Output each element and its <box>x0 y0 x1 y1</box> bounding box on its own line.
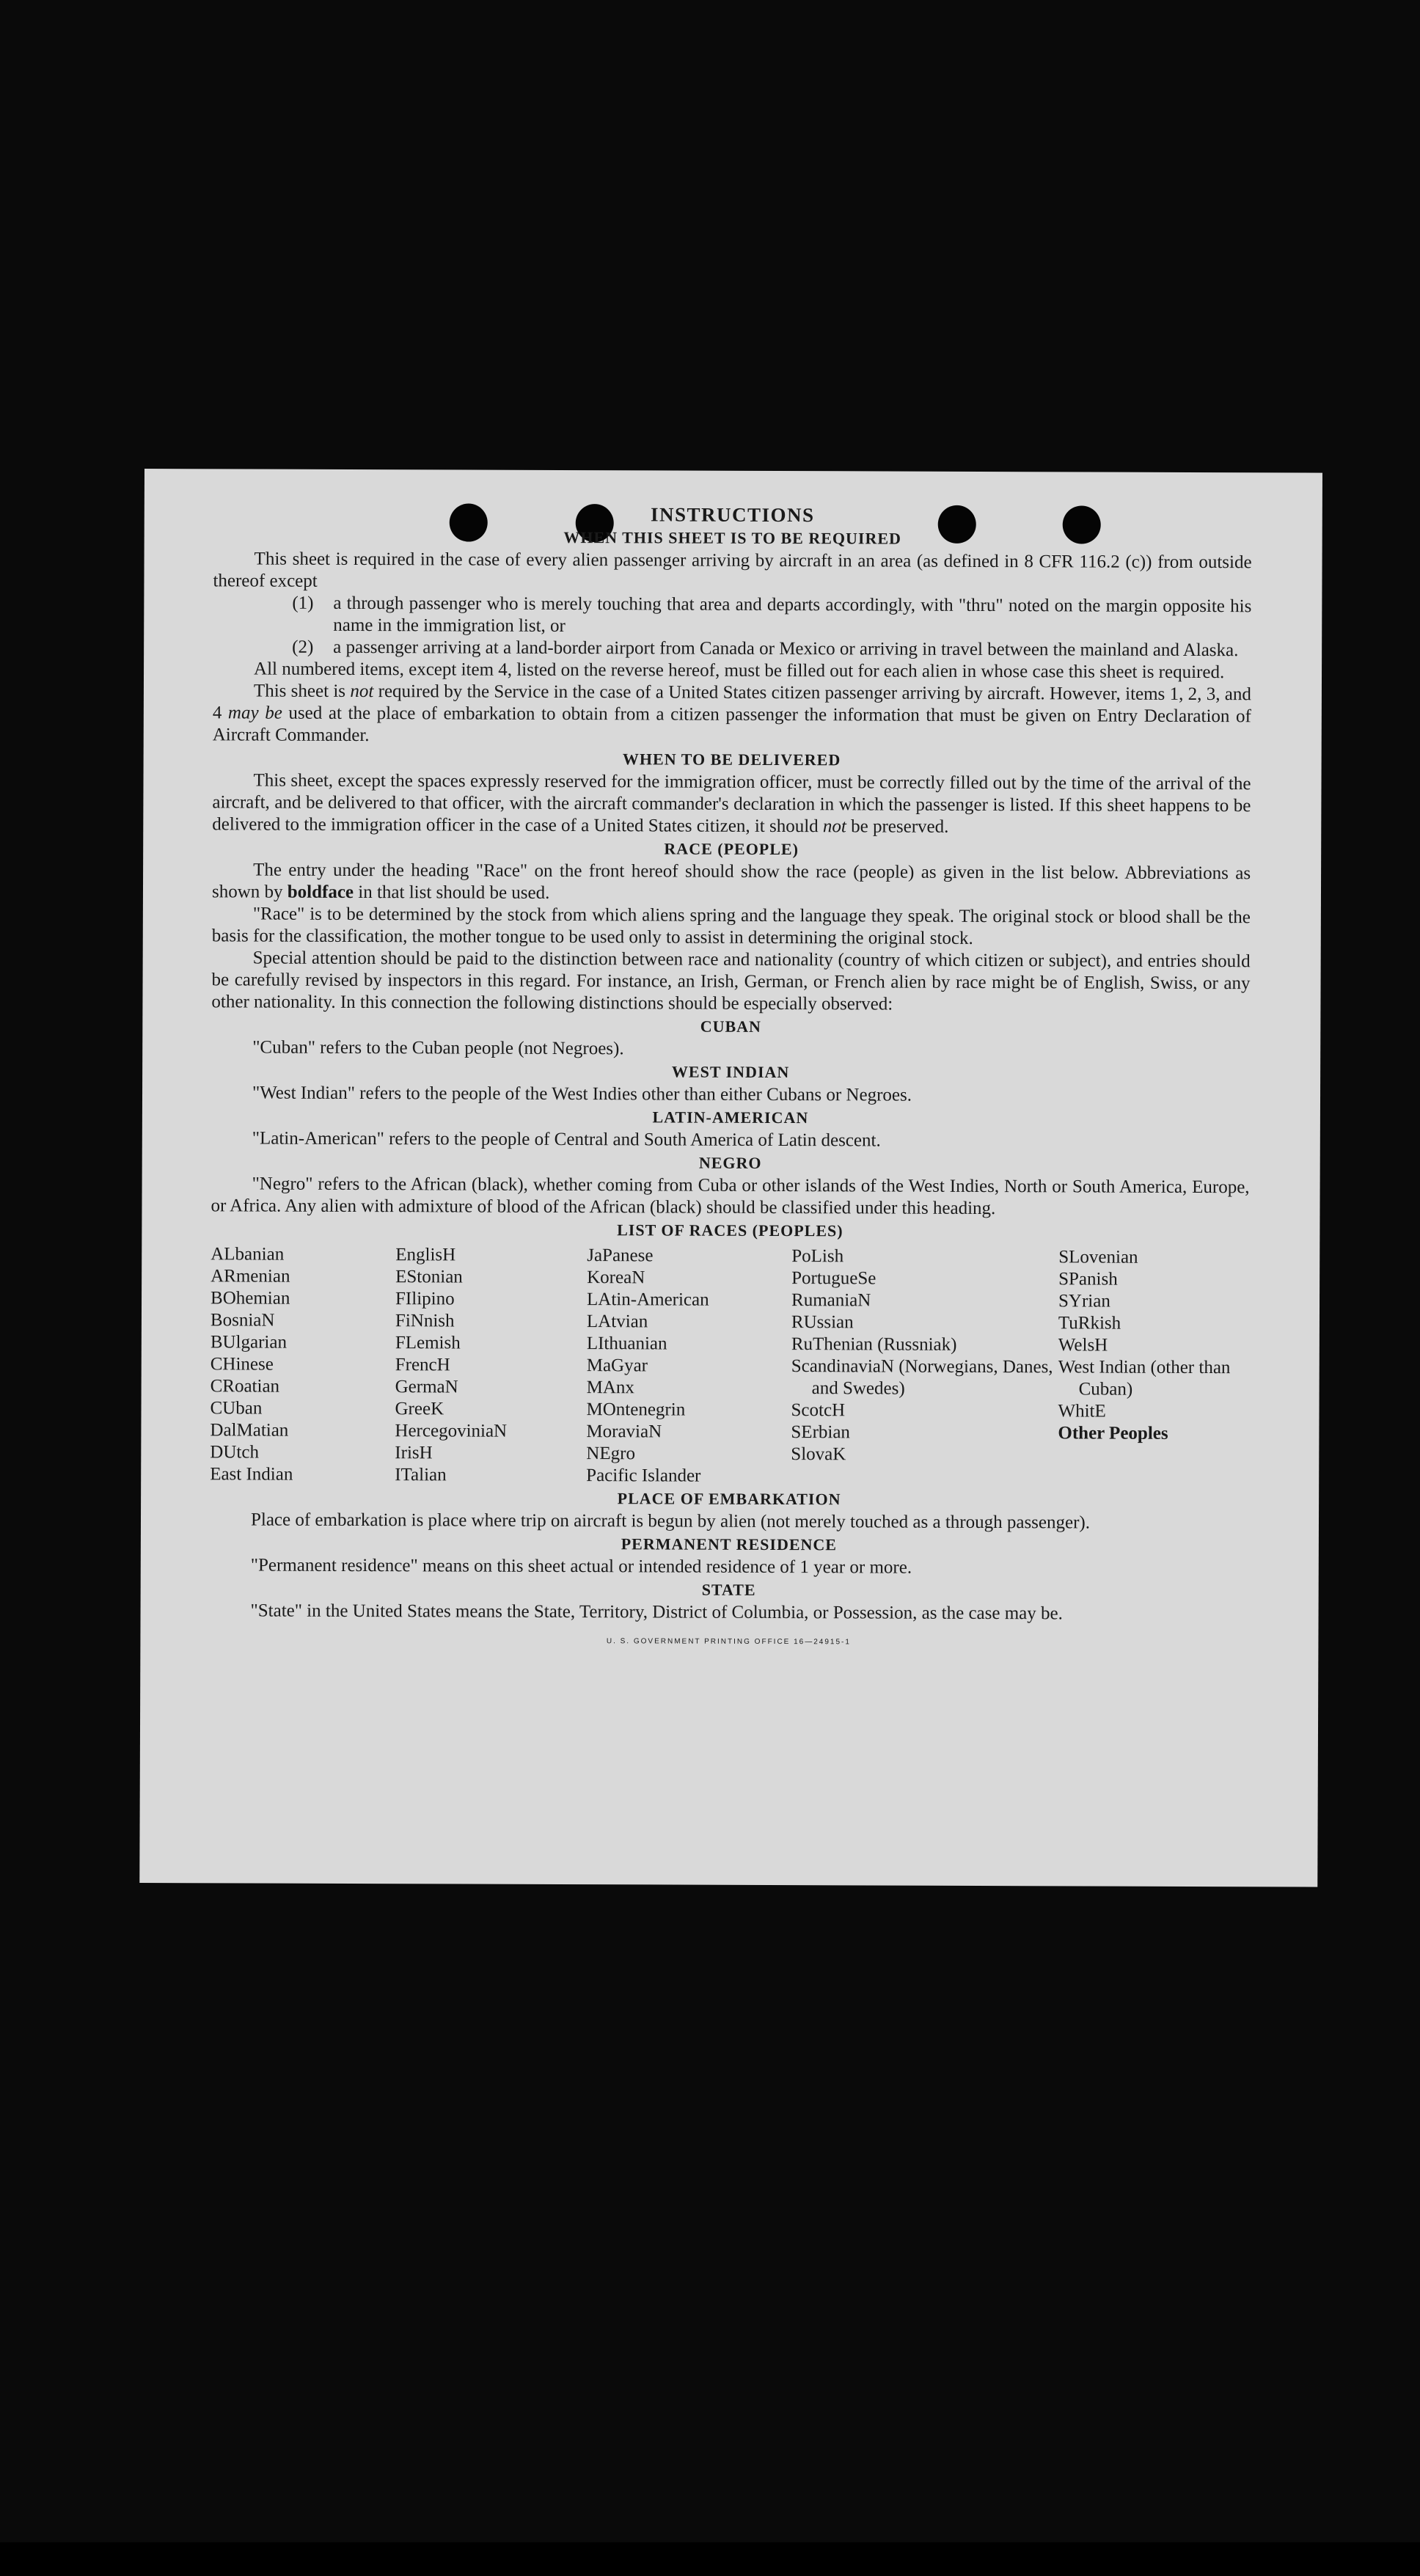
text-run-italic: not <box>822 816 846 837</box>
paragraph: "State" in the United States means the State, Territory, District of Columbia, or Possession, as the case may be. <box>250 1600 1063 1624</box>
race-entry: RumaniaN <box>791 1290 871 1311</box>
page-title: INSTRUCTIONS <box>650 503 815 527</box>
race-entry: BOhemian <box>211 1288 290 1309</box>
race-entry: RuThenian (Russniak) <box>791 1334 957 1355</box>
text-run: This sheet is <box>253 681 351 701</box>
paragraph <box>213 680 1251 750</box>
paragraph: All numbered items, except item 4, listed on the reverse hereof, must be filled out for each alien in whose case this sheet is required. <box>254 659 1225 683</box>
race-entry: MAnx <box>586 1377 634 1398</box>
instruction-sheet <box>139 469 1322 1887</box>
race-entry: FIlipino <box>395 1289 455 1309</box>
race-list <box>210 1243 1249 1489</box>
race-entry: East Indian <box>210 1464 293 1485</box>
race-entry: TuRkish <box>1058 1313 1121 1333</box>
list-item <box>292 593 1251 640</box>
section-heading: WEST INDIAN <box>671 1062 790 1082</box>
paragraph: Special attention should be paid to the distinction between race and nationality (country of which citizen or subject), and entries should be carefully revised by inspectors in this regard. For instance, an Irish, German, or French alien by race might be of English, Swiss, or any other nationality. In this connection the following distinctions should be especially observed: <box>211 948 1251 1014</box>
race-entry: Pacific Islander <box>586 1466 701 1486</box>
race-entry: SErbian <box>791 1422 851 1443</box>
race-entry: RUssian <box>791 1312 854 1333</box>
race-entry: EStonian <box>395 1267 463 1287</box>
race-entry: PortugueSe <box>791 1268 876 1289</box>
section-heading: RACE (PEOPLE) <box>664 839 799 859</box>
text-run-italic: not <box>350 681 374 702</box>
race-entry: WhitE <box>1058 1401 1106 1421</box>
race-entry: Other Peoples <box>1058 1423 1168 1443</box>
race-entry: SlovaK <box>791 1444 846 1465</box>
race-entry: MoraviaN <box>586 1421 662 1442</box>
paragraph: "Race" is to be determined by the stock from which aliens spring and the language they speak. The original stock or blood shall be the basis for the classification, the mother tongue to be used only to assist in determining the original stock. <box>211 904 1251 948</box>
section-heading: PLACE OF EMBARKATION <box>617 1489 841 1509</box>
paragraph: "Cuban" refers to the Cuban people (not Negroes). <box>252 1037 624 1059</box>
race-entry: MOntenegrin <box>586 1399 686 1420</box>
section-heading: LATIN-AMERICAN <box>652 1108 809 1127</box>
text-run-bold: boldface <box>287 882 354 902</box>
section-heading: CUBAN <box>700 1017 762 1036</box>
section-heading: WHEN TO BE DELIVERED <box>622 750 841 769</box>
race-entry: LAtin-American <box>587 1289 709 1310</box>
race-entry: IrisH <box>395 1443 433 1463</box>
text-run: in that list should be used. <box>354 882 550 903</box>
section-heading: WHEN THIS SHEET IS TO BE REQUIRED <box>563 527 901 548</box>
race-entry: FiNnish <box>395 1311 455 1331</box>
text-run: This sheet, except the spaces expressly reserved for the immigration officer, must be correctly filled out by the time of the arrival of the aircraft, and be delivered to that officer, with the aircraft commander's declaration in which the passenger is listed. If this sheet happens to be delivered to the immigration officer in the case of a United States citizen, it should <box>212 770 1251 837</box>
text-run: used at the place of embarkation to obtain from a citizen passenger the information that must be given on Entry Declaration of Aircraft Commander. <box>212 703 1251 746</box>
section-heading: PERMANENT RESIDENCE <box>621 1534 838 1554</box>
race-column <box>791 1245 1058 1488</box>
race-entry: DalMatian <box>210 1420 289 1441</box>
text-run: be preserved. <box>846 816 949 837</box>
section-heading: STATE <box>701 1580 756 1599</box>
paragraph: "Negro" refers to the African (black), whether coming from Cuba or other islands of the West Indies, North or South America, Europe, or Africa. Any alien with admixture of blood of the African (black) should be classified under this heading. <box>211 1174 1250 1219</box>
race-entry: LIthuanian <box>586 1333 667 1354</box>
race-entry: DUtch <box>210 1442 260 1463</box>
item-text: a through passenger who is merely touching that area and departs accordingly, with "thru" noted on the margin opposite his name in the immigration list, or <box>333 593 1252 637</box>
race-entry: FrencH <box>395 1355 450 1375</box>
text-run: required by the Service in the case of a United States citizen passenger arriving by aircraft. However, items 1, 2, 3, and 4 <box>212 681 1251 723</box>
paragraph: "Latin-American" refers to the people of Central and South America of Latin descent. <box>252 1128 881 1151</box>
race-entry: CUban <box>210 1398 263 1419</box>
race-entry: GreeK <box>395 1399 444 1419</box>
printer-imprint: U. S. GOVERNMENT PRINTING OFFICE 16—24915-1 <box>606 1637 851 1647</box>
race-column <box>586 1245 791 1488</box>
race-entry: EnglisH <box>395 1245 456 1265</box>
paragraph: This sheet is required in the case of every alien passenger arriving by aircraft in an area (as defined in 8 CFR 116.2 (c)) from outside thereof except <box>213 549 1252 591</box>
race-entry: LAtvian <box>586 1311 648 1332</box>
item-text: a passenger arriving at a land-border airport from Canada or Mexico or arriving in travel between the mainland and Alaska. <box>333 637 1239 661</box>
race-column <box>1058 1246 1249 1489</box>
race-entry: KoreaN <box>587 1267 645 1288</box>
race-entry: BosniaN <box>210 1310 275 1331</box>
race-entry: NEgro <box>586 1443 636 1464</box>
text-run: The entry under the heading "Race" on the front hereof should show the race (people) as given in the list below. Abbreviations as shown by <box>211 860 1251 902</box>
race-entry: CRoatian <box>210 1376 280 1397</box>
text-run-italic: may be <box>227 703 282 723</box>
race-entry: SPanish <box>1058 1269 1118 1289</box>
race-column <box>395 1244 587 1487</box>
race-entry: FLemish <box>395 1333 461 1353</box>
race-entry: JaPanese <box>587 1245 654 1266</box>
instructions-body <box>209 501 1251 1655</box>
section-heading: NEGRO <box>698 1153 762 1172</box>
paragraph <box>212 859 1251 907</box>
race-entry: ScandinaviaN (Norwegians, Danes, and Swedes) <box>791 1356 1053 1399</box>
paragraph <box>212 769 1251 839</box>
race-entry: ITalian <box>395 1465 447 1485</box>
race-entry: BUlgarian <box>210 1332 288 1353</box>
race-entry: West Indian (other than Cuban) <box>1058 1357 1231 1399</box>
race-entry: ALbanian <box>211 1244 285 1265</box>
race-entry: HercegoviniaN <box>395 1421 508 1441</box>
item-number: (1) <box>292 593 314 613</box>
race-entry: WelsH <box>1058 1335 1108 1355</box>
race-entry: SYrian <box>1058 1291 1110 1311</box>
paragraph: Place of embarkation is place where trip on aircraft is begun by alien (not merely touched as a through passenger). <box>250 1510 1091 1533</box>
race-entry: SLovenian <box>1058 1247 1138 1267</box>
item-number: (2) <box>292 637 314 657</box>
race-entry: CHinese <box>210 1354 274 1375</box>
race-entry: PoLish <box>791 1246 844 1267</box>
race-entry: GermaN <box>395 1377 458 1397</box>
list-item <box>292 637 1251 662</box>
race-entry: ARmenian <box>211 1266 290 1287</box>
section-heading: LIST OF RACES (PEOPLES) <box>617 1221 843 1240</box>
race-entry: ScotcH <box>791 1400 846 1421</box>
paragraph: "West Indian" refers to the people of the West Indies other than either Cubans or Negroes. <box>252 1083 912 1105</box>
paragraph: "Permanent residence" means on this sheet actual or intended residence of 1 year or more. <box>250 1555 912 1578</box>
race-entry: MaGyar <box>586 1355 648 1376</box>
scan-border <box>0 2542 1420 2576</box>
race-column <box>210 1243 395 1486</box>
